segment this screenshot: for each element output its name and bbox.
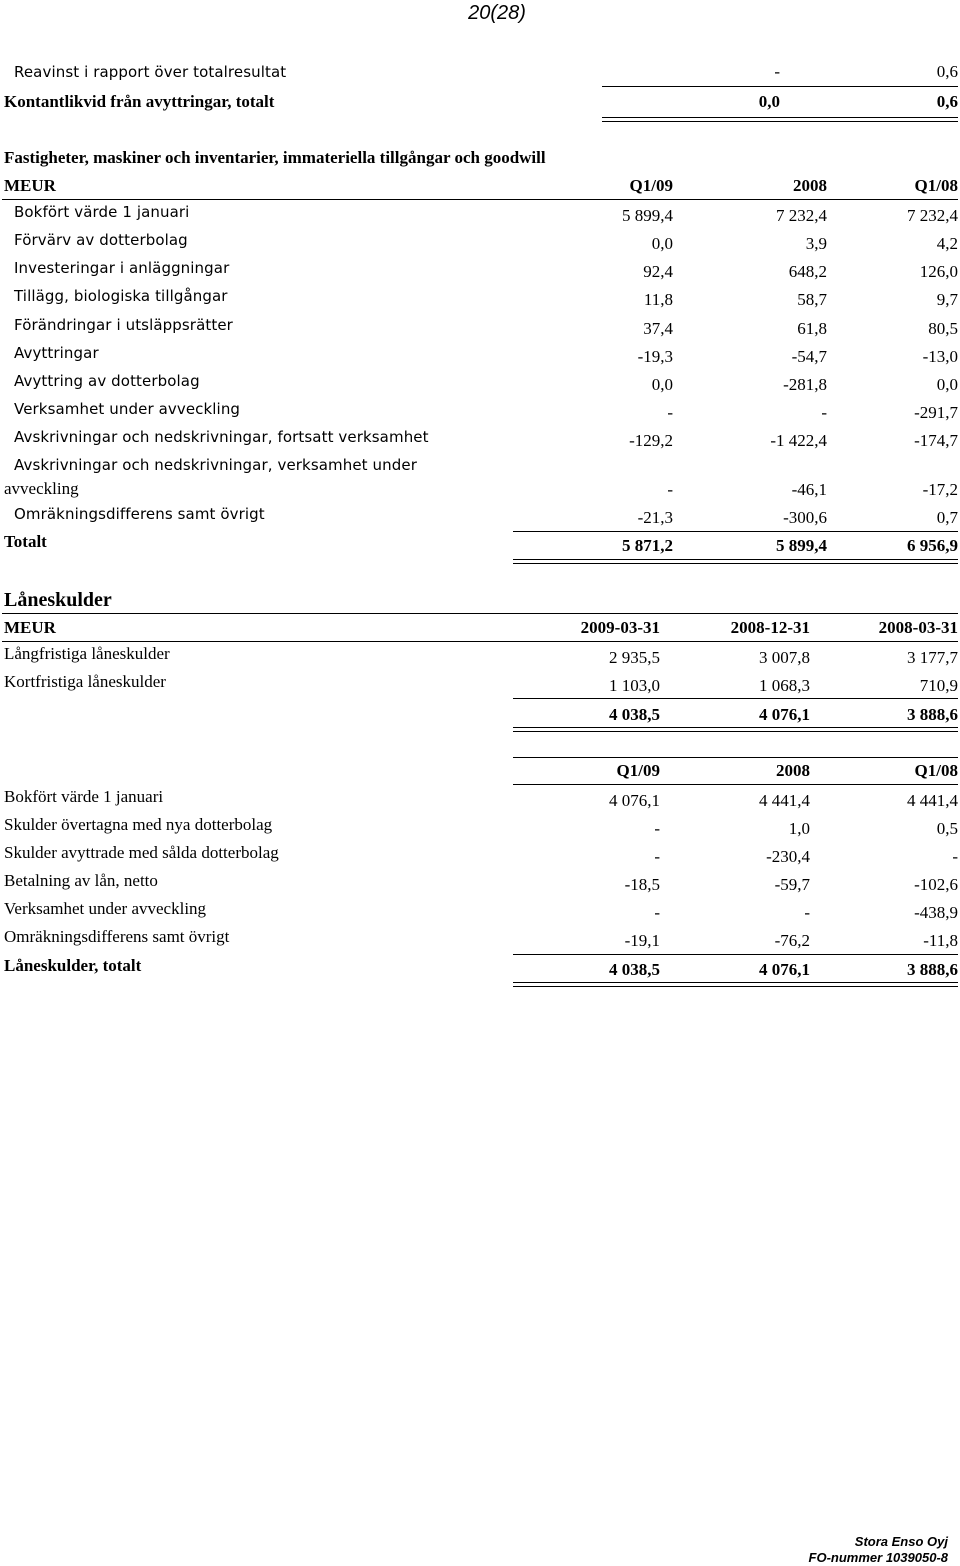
section-title: Fastigheter, maskiner och inventarier, immateriella tillgångar och goodwill bbox=[4, 148, 546, 167]
company-name: Stora Enso Oyj bbox=[854, 1534, 948, 1549]
cell-value: -59,7 bbox=[774, 875, 810, 894]
footer bbox=[809, 1534, 948, 1566]
cell-value: 5 899,4 bbox=[622, 206, 673, 225]
row-label: Reavinst i rapport över totalresultat bbox=[14, 63, 287, 81]
total-value: 4 038,5 bbox=[609, 705, 660, 724]
total-row bbox=[0, 703, 960, 727]
table-row bbox=[0, 90, 960, 114]
column-header: Q1/08 bbox=[914, 761, 958, 780]
table-row bbox=[0, 789, 960, 813]
divider bbox=[513, 954, 958, 955]
total-value: 6 956,9 bbox=[907, 536, 958, 555]
column-header: Q1/09 bbox=[629, 176, 673, 195]
cell-value: -54,7 bbox=[791, 347, 827, 366]
divider bbox=[513, 982, 958, 983]
table-row bbox=[0, 204, 960, 228]
divider bbox=[513, 563, 958, 564]
cell-value: - bbox=[654, 819, 660, 838]
cell-value: -19,3 bbox=[637, 347, 673, 366]
cell-value: -291,7 bbox=[914, 403, 958, 422]
total-value: 4 038,5 bbox=[609, 960, 660, 979]
row-label: Investeringar i anläggningar bbox=[14, 259, 230, 277]
total-row bbox=[0, 534, 960, 558]
table-row bbox=[0, 873, 960, 897]
total-label: Låneskulder, totalt bbox=[4, 956, 142, 975]
total-row bbox=[0, 958, 960, 982]
column-header: 2008 bbox=[776, 761, 810, 780]
cell-value: 80,5 bbox=[928, 319, 958, 338]
table-row bbox=[0, 260, 960, 284]
cell-value: 7 232,4 bbox=[776, 206, 827, 225]
divider bbox=[513, 731, 958, 732]
cell-value: 1,0 bbox=[788, 819, 810, 838]
row-label: Omräkningsdifferens samt övrigt bbox=[14, 505, 265, 523]
cell-value: -174,7 bbox=[914, 431, 958, 450]
table-header bbox=[0, 616, 960, 640]
cell-value: 0,0 bbox=[758, 92, 780, 111]
table-row bbox=[0, 646, 960, 670]
row-label: Avyttring av dotterbolag bbox=[14, 372, 200, 390]
total-value: 4 076,1 bbox=[759, 705, 810, 724]
row-label: Avyttringar bbox=[14, 344, 99, 362]
table-row bbox=[0, 901, 960, 925]
cell-value: 11,8 bbox=[643, 290, 673, 309]
row-label: Bokfört värde 1 januari bbox=[14, 203, 190, 221]
table-row bbox=[0, 506, 960, 530]
row-label-continued: avveckling bbox=[4, 479, 79, 498]
cell-value: 126,0 bbox=[919, 262, 958, 281]
cell-value: 1 103,0 bbox=[609, 676, 660, 695]
divider bbox=[602, 117, 958, 118]
cell-value: 4 441,4 bbox=[907, 791, 958, 810]
cell-value: 7 232,4 bbox=[907, 206, 958, 225]
cell-value: 0,6 bbox=[936, 62, 958, 81]
table-row bbox=[0, 478, 960, 502]
section-title: Låneskulder bbox=[4, 589, 112, 611]
cell-value: 0,5 bbox=[936, 819, 958, 838]
row-label: Verksamhet under avveckling bbox=[4, 899, 207, 918]
row-label: Förvärv av dotterbolag bbox=[14, 231, 188, 249]
table-row bbox=[0, 929, 960, 953]
divider bbox=[513, 559, 958, 560]
total-value: 3 888,6 bbox=[907, 960, 958, 979]
cell-value: -102,6 bbox=[914, 875, 958, 894]
total-value: 4 076,1 bbox=[759, 960, 810, 979]
cell-value: 4 441,4 bbox=[759, 791, 810, 810]
cell-value: 0,0 bbox=[936, 375, 958, 394]
cell-value: 0,0 bbox=[651, 375, 673, 394]
cell-value: -129,2 bbox=[629, 431, 673, 450]
row-label: Verksamhet under avveckling bbox=[14, 400, 241, 418]
divider bbox=[513, 757, 958, 758]
total-label: Totalt bbox=[4, 532, 47, 551]
cell-value: 4,2 bbox=[936, 234, 958, 253]
table-header bbox=[0, 759, 960, 783]
cell-value: -18,5 bbox=[624, 875, 660, 894]
cell-value: 92,4 bbox=[643, 262, 673, 281]
cell-value: - bbox=[667, 403, 673, 422]
column-header: 2008-03-31 bbox=[878, 618, 958, 637]
cell-value: - bbox=[774, 62, 780, 81]
cell-value: 3 177,7 bbox=[907, 648, 958, 667]
table-row bbox=[0, 674, 960, 698]
table-row bbox=[0, 345, 960, 369]
table-row-label-line bbox=[0, 453, 960, 473]
cell-value: 0,0 bbox=[651, 234, 673, 253]
table-row bbox=[0, 288, 960, 312]
divider bbox=[513, 698, 958, 699]
column-header: Q1/09 bbox=[616, 761, 660, 780]
cell-value: -46,1 bbox=[791, 480, 827, 499]
row-label: Långfristiga låneskulder bbox=[4, 644, 170, 663]
cell-value: 1 068,3 bbox=[759, 676, 810, 695]
row-label: Omräkningsdifferens samt övrigt bbox=[4, 927, 230, 946]
cell-value: 0,6 bbox=[936, 92, 958, 111]
table-row bbox=[0, 845, 960, 869]
cell-value: - bbox=[821, 403, 827, 422]
divider bbox=[513, 986, 958, 987]
row-label: Avskrivningar och nedskrivningar, verksamhet under bbox=[14, 456, 417, 474]
cell-value: 37,4 bbox=[643, 319, 673, 338]
cell-value: -438,9 bbox=[914, 903, 958, 922]
cell-value: 61,8 bbox=[797, 319, 827, 338]
cell-value: -21,3 bbox=[637, 508, 673, 527]
cell-value: -281,8 bbox=[783, 375, 827, 394]
cell-value: -17,2 bbox=[922, 480, 958, 499]
cell-value: 0,7 bbox=[936, 508, 958, 527]
table-header bbox=[0, 174, 960, 198]
table-row bbox=[0, 817, 960, 841]
cell-value: -300,6 bbox=[783, 508, 827, 527]
column-header: 2008 bbox=[793, 176, 827, 195]
cell-value: 9,7 bbox=[936, 290, 958, 309]
header-label: MEUR bbox=[4, 176, 56, 195]
cell-value: - bbox=[804, 903, 810, 922]
row-label: Skulder avyttrade med sålda dotterbolag bbox=[4, 843, 279, 862]
row-label: Betalning av lån, netto bbox=[4, 871, 158, 890]
table-row bbox=[0, 401, 960, 425]
page-number: 20(28) bbox=[468, 2, 526, 24]
divider bbox=[602, 121, 958, 122]
cell-value: 648,2 bbox=[788, 262, 827, 281]
table-row bbox=[0, 373, 960, 397]
row-label: Bokfört värde 1 januari bbox=[4, 787, 164, 806]
table-row bbox=[0, 317, 960, 341]
cell-value: -230,4 bbox=[766, 847, 810, 866]
registration-number: FO-nummer 1039050-8 bbox=[808, 1550, 948, 1565]
table-row bbox=[0, 60, 960, 84]
cell-value: -76,2 bbox=[774, 931, 810, 950]
header-label: MEUR bbox=[4, 618, 56, 637]
divider bbox=[513, 531, 958, 532]
column-header: 2009-03-31 bbox=[580, 618, 660, 637]
cell-value: 3 007,8 bbox=[759, 648, 810, 667]
cell-value: -19,1 bbox=[624, 931, 660, 950]
row-label: Förändringar i utsläppsrätter bbox=[14, 316, 233, 334]
cell-value: - bbox=[667, 480, 673, 499]
total-value: 3 888,6 bbox=[907, 705, 958, 724]
row-label: Kortfristiga låneskulder bbox=[4, 672, 166, 691]
cell-value: 2 935,5 bbox=[609, 648, 660, 667]
row-label: Avskrivningar och nedskrivningar, fortsatt verksamhet bbox=[14, 428, 429, 446]
column-header: Q1/08 bbox=[914, 176, 958, 195]
cell-value: - bbox=[654, 847, 660, 866]
row-label: Kontantlikvid från avyttringar, totalt bbox=[4, 92, 275, 111]
cell-value: 58,7 bbox=[797, 290, 827, 309]
divider bbox=[513, 784, 958, 785]
cell-value: 710,9 bbox=[919, 676, 958, 695]
cell-value: -1 422,4 bbox=[770, 431, 827, 450]
divider bbox=[602, 86, 958, 87]
cell-value: - bbox=[654, 903, 660, 922]
cell-value: - bbox=[952, 847, 958, 866]
row-label: Skulder övertagna med nya dotterbolag bbox=[4, 815, 273, 834]
cell-value: -11,8 bbox=[923, 931, 958, 950]
divider bbox=[513, 727, 958, 728]
total-value: 5 899,4 bbox=[776, 536, 827, 555]
cell-value: 3,9 bbox=[805, 234, 827, 253]
table-row bbox=[0, 429, 960, 453]
total-value: 5 871,2 bbox=[622, 536, 673, 555]
table-row bbox=[0, 232, 960, 256]
cell-value: -13,0 bbox=[922, 347, 958, 366]
row-label: Tillägg, biologiska tillgångar bbox=[14, 287, 228, 305]
column-header: 2008-12-31 bbox=[730, 618, 810, 637]
cell-value: 4 076,1 bbox=[609, 791, 660, 810]
divider bbox=[2, 613, 958, 614]
